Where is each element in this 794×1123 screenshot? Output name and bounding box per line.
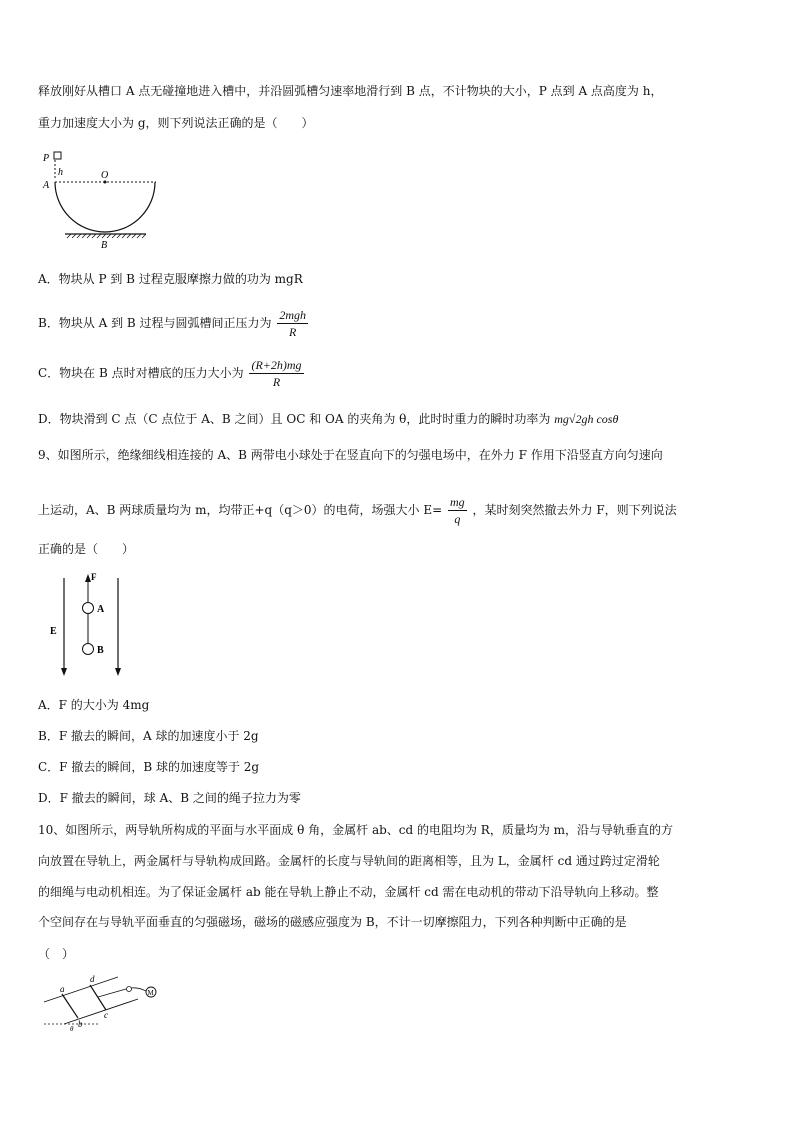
label-ball-B: B [97, 645, 104, 656]
q8-option-b-text: B．物块从 A 到 B 过程与圆弧槽间正压力为 [38, 316, 272, 330]
q10-line4: 个空间存在与导轨平面垂直的匀强磁场，磁场的磁感应强度为 B，不计一切摩擦阻力，下列各种判断中正确的是 [38, 915, 627, 929]
label-A: A [43, 180, 50, 191]
q9-option-c: C．F 撤去的瞬间，B 球的加速度等于 2g [38, 760, 260, 774]
q9-line3: 正确的是（ ） [38, 542, 135, 556]
label-E: E [50, 626, 57, 637]
q9-line2 [38, 494, 677, 527]
q10-line2: 向放置在导轨上，两金属杆与导轨构成回路。金属杆的长度与导轨间的距离相等，且为 L，金属杆 cd 通过跨过定滑轮 [38, 854, 660, 868]
label-a: a [60, 984, 65, 994]
bowl-figure [38, 148, 168, 253]
q8-option-c-fraction [249, 357, 303, 390]
q8-intro-line2: 重力加速度大小为 g，则下列说法正确的是（ ） [38, 116, 314, 130]
q9-field-num: mg [450, 495, 465, 509]
label-h: h [58, 167, 63, 178]
q8-intro-line1: 释放刚好从槽口 A 点无碰撞地进入槽中，并沿圆弧槽匀速率地滑行到 B 点，不计物块的大小，P 点到 A 点高度为 h， [38, 84, 663, 98]
q9-option-d: D．F 撤去的瞬间，球 A、B 之间的绳子拉力为零 [38, 791, 301, 805]
label-F: F [91, 572, 97, 582]
rail-figure [38, 972, 168, 1032]
q10-line1: 10、如图所示，两导轨所构成的平面与水平面成 θ 角，金属杆 ab、cd 的电阻均为 R，质量均为 m，沿与导轨垂直的方 [38, 823, 674, 837]
q8-option-d [38, 411, 618, 427]
label-d: d [90, 974, 95, 984]
label-theta: θ [70, 1025, 74, 1032]
q9-option-b: B．F 撤去的瞬间，A 球的加速度小于 2g [38, 729, 259, 743]
q8-option-d-text: D．物块滑到 C 点（C 点位于 A、B 之间）且 OC 和 OA 的夹角为 θ，此时时重力的瞬时功率为 [38, 412, 551, 426]
q9-field-fraction [448, 494, 467, 527]
q9-line2-text: 上运动，A、B 两球质量均为 m，均带正+q（q＞0）的电荷，场强大小 E= [38, 503, 443, 517]
label-P: P [43, 153, 50, 164]
q8-option-b [38, 307, 310, 340]
q8-option-d-formula: mg√2gh cosθ [554, 412, 619, 426]
q8-option-a: A．物块从 P 到 B 过程克服摩擦力做的功为 mgR [38, 272, 303, 286]
q8-option-c-text: C．物块在 B 点时对槽底的压力大小为 [38, 366, 244, 380]
q8-option-b-den: R [289, 325, 297, 339]
label-O: O [101, 170, 109, 181]
q10-line5: （ ） [38, 947, 75, 961]
q8-option-b-num: 2mgh [279, 308, 307, 322]
q9-line1: 9、如图所示，绝缘细线相连接的 A、B 两带电小球处于在竖直向下的匀强电场中，在外力 F 作用下沿竖直方向匀速向 [38, 448, 663, 462]
q9-field-den: q [454, 512, 461, 526]
q9-line2-tail: ，某时刻突然撤去外力 F，则下列说法 [472, 503, 677, 517]
q10-line3: 的细绳与电动机相连。为了保证金属杆 ab 能在导轨上静止不动，金属杆 cd 需在电动机的带动下沿导轨向上移动。整 [38, 885, 659, 899]
q8-option-c-num: (R+2h)mg [251, 358, 302, 372]
label-B: B [101, 240, 108, 251]
q8-option-b-fraction [277, 307, 308, 340]
q8-option-c-den: R [272, 375, 281, 389]
label-c: c [104, 1010, 108, 1020]
label-motor: M [147, 989, 154, 997]
q8-option-c [38, 357, 306, 390]
label-b: b [78, 1019, 83, 1029]
charged-balls-figure [44, 568, 134, 680]
label-ball-A: A [97, 604, 105, 615]
q9-option-a: A．F 的大小为 4mg [38, 698, 150, 712]
